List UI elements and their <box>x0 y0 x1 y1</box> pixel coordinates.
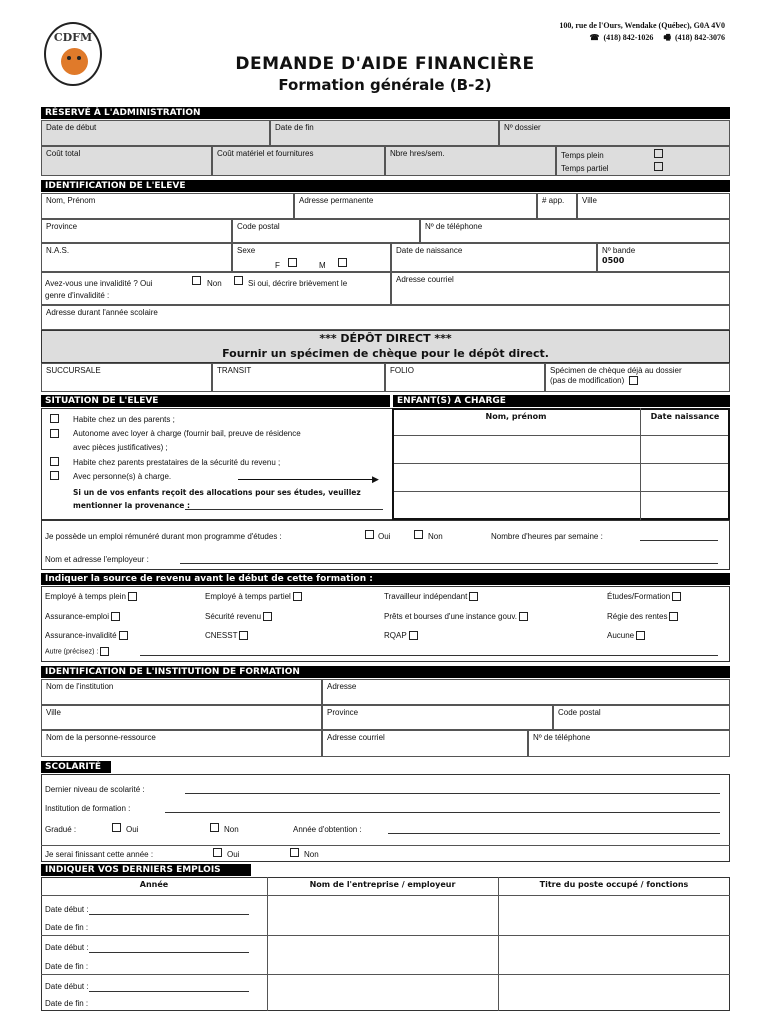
enfants-col-date: Date naissance <box>650 412 720 421</box>
specimen-field <box>545 363 730 392</box>
institution-formation-label: Institution de formation : <box>45 804 131 813</box>
emplois-col-titre: Titre du poste occupé / fonctions <box>539 880 689 889</box>
scolarite-divider <box>41 845 730 846</box>
revenu-option: RQAP <box>384 631 420 641</box>
revenu-autre: Autre (précisez) : <box>45 647 111 657</box>
institution-adresse-field[interactable]: Adresse <box>322 679 730 705</box>
revenu-checkbox[interactable] <box>519 612 528 621</box>
date-naissance-field[interactable]: Date de naissance <box>391 243 597 272</box>
courriel-field[interactable]: Adresse courriel <box>391 272 730 305</box>
emploi-date-fin: Date de fin : <box>45 999 89 1008</box>
situation-item: Habite chez parents prestataires de la sécurité du revenu ; <box>73 458 281 467</box>
gradue-oui-label: Oui <box>126 825 139 834</box>
situation-item: avec pièces justificatives) ; <box>73 443 168 452</box>
revenu-autre-line[interactable] <box>140 655 718 656</box>
admin-hres-sem[interactable]: Nbre hres/sem. <box>385 146 556 176</box>
invalidite-oui-checkbox[interactable] <box>192 276 201 285</box>
sexe-f-label: F <box>275 261 280 270</box>
revenu-checkbox[interactable] <box>636 631 645 640</box>
invalidite-si-oui: Si oui, décrire brièvement le <box>248 279 348 288</box>
gradue-non-checkbox[interactable] <box>210 823 219 832</box>
heures-semaine-line[interactable] <box>640 540 718 541</box>
employeur-line[interactable] <box>180 563 718 564</box>
annee-obtention-label: Année d'obtention : <box>293 825 362 834</box>
provenance-note: mentionner la provenance : <box>73 501 190 510</box>
institution-tel-field[interactable]: Nº de téléphone <box>528 730 730 757</box>
emplois-section-header: INDIQUER VOS DERNIERS EMPLOIS <box>41 864 251 876</box>
institution-code-postal-field[interactable]: Code postal <box>553 705 730 730</box>
revenu-checkbox[interactable] <box>409 631 418 640</box>
nom-prenom-field[interactable]: Nom, Prénom <box>41 193 294 219</box>
fax-number: (418) 842-3076 <box>675 33 725 42</box>
enfants-row-line <box>394 463 728 464</box>
emploi-date-debut: Date début : <box>45 943 249 953</box>
nas-field[interactable]: N.A.S. <box>41 243 232 272</box>
enfants-section-header: ENFANT(S) A CHARGE <box>393 395 730 407</box>
revenu-checkbox[interactable] <box>239 631 248 640</box>
arrow-line <box>238 479 376 480</box>
specimen-checkbox[interactable] <box>629 376 638 385</box>
enfants-row-line <box>394 435 728 436</box>
finissant-oui-label: Oui <box>227 850 240 859</box>
logo-text: CDFM <box>53 31 93 44</box>
temps-plein-checkbox[interactable] <box>654 149 663 158</box>
situation-item: Avec personne(s) à charge. <box>73 472 172 481</box>
phone-number: (418) 842-1026 <box>603 33 654 42</box>
emploi-oui-checkbox[interactable] <box>365 530 374 539</box>
emplois-col-divider <box>498 877 499 1011</box>
temps-partiel-checkbox[interactable] <box>654 162 663 171</box>
enfants-col-divider <box>640 408 641 520</box>
revenu-option: Régie des rentes <box>607 612 680 622</box>
emplois-row-line <box>41 895 730 896</box>
form-title: DEMANDE D'AIDE FINANCIÈRE <box>235 54 535 74</box>
emploi-non-label: Non <box>428 532 443 541</box>
invalidite-question: Avez-vous une invalidité ? Oui <box>45 279 153 288</box>
situation-parents-checkbox[interactable] <box>50 414 59 423</box>
emplois-col-entreprise: Nom de l'entreprise / employeur <box>309 880 456 889</box>
bande-label: Nº bande <box>602 246 636 255</box>
revenu-checkbox[interactable] <box>119 631 128 640</box>
finissant-non-label: Non <box>304 850 319 859</box>
revenu-checkbox[interactable] <box>128 592 137 601</box>
heures-semaine-label: Nombre d'heures par semaine : <box>491 532 603 541</box>
revenu-option: Travailleur indépendant <box>384 592 480 602</box>
revenu-option: Assurance-invalidité <box>45 631 130 641</box>
sexe-m-checkbox[interactable] <box>338 258 347 267</box>
finissant-non-checkbox[interactable] <box>290 848 299 857</box>
emploi-date-fin: Date de fin : <box>45 962 89 971</box>
specimen-label: Spécimen de chèque déjà au dossier <box>550 366 682 375</box>
revenu-option: Aucune <box>607 631 647 641</box>
situation-section-header: SITUATION DE L'ELEVE <box>41 395 390 407</box>
ville-field[interactable]: Ville <box>577 193 730 219</box>
revenu-option: Prêts et bourses d'une instance gouv. <box>384 612 530 622</box>
revenu-checkbox[interactable] <box>263 612 272 621</box>
emploi-date-debut: Date début : <box>45 982 249 992</box>
admin-cout-materiel[interactable]: Coût matériel et fournitures <box>212 146 385 176</box>
fax-icon: 🖷 <box>663 33 671 42</box>
depot-direct-subtitle: Fournir un spécimen de chèque pour le dépôt direct. <box>222 347 549 360</box>
province-field[interactable]: Province <box>41 219 232 243</box>
emploi-oui-label: Oui <box>378 532 391 541</box>
employeur-label: Nom et adresse l'employeur : <box>45 555 149 564</box>
folio-field[interactable]: FOLIO <box>385 363 545 392</box>
arrow-right-icon: ▶ <box>372 474 379 484</box>
admin-section-header: RÉSERVÉ À L'ADMINISTRATION <box>41 107 730 119</box>
pas-modif-label: (pas de modification) <box>550 376 725 386</box>
revenu-option: Études/Formation <box>607 592 683 602</box>
emplois-col-annee: Année <box>139 880 169 889</box>
admin-dossier[interactable]: Nº dossier <box>499 120 730 146</box>
sexe-field <box>232 243 391 272</box>
admin-date-debut[interactable]: Date de début <box>41 120 270 146</box>
telephone-field[interactable]: Nº de téléphone <box>420 219 730 243</box>
code-postal-field[interactable]: Code postal <box>232 219 420 243</box>
emplois-row-line <box>41 974 730 975</box>
institution-nom-field[interactable]: Nom de l'institution <box>41 679 322 705</box>
revenu-option: Sécurité revenu <box>205 612 274 622</box>
institution-ville-field[interactable]: Ville <box>41 705 322 730</box>
adresse-annee-scolaire-field[interactable]: Adresse durant l'année scolaire <box>41 305 730 330</box>
emploi-non-checkbox[interactable] <box>414 530 423 539</box>
revenu-checkbox[interactable] <box>469 592 478 601</box>
invalidite-non-label: Non <box>207 279 222 288</box>
enfants-row-line <box>394 491 728 492</box>
sexe-f-checkbox[interactable] <box>288 258 297 267</box>
situation-autonome-checkbox[interactable] <box>50 429 59 438</box>
situation-personnes-checkbox[interactable] <box>50 471 59 480</box>
adresse-permanente-field[interactable]: Adresse permanente <box>294 193 537 219</box>
institution-province-field[interactable]: Province <box>322 705 553 730</box>
revenu-autre-checkbox[interactable] <box>100 647 109 656</box>
scolarite-section-header: SCOLARITÉ <box>41 761 111 773</box>
revenu-checkbox[interactable] <box>111 612 120 621</box>
temps-plein-label: Temps plein <box>561 151 604 160</box>
depot-direct-title: *** DÉPÔT DIRECT *** <box>319 332 452 345</box>
succursale-field[interactable]: SUCCURSALE <box>41 363 212 392</box>
emplois-col-divider <box>267 877 268 1011</box>
gradue-non-label: Non <box>224 825 239 834</box>
revenu-option: Employé à temps partiel <box>205 592 304 602</box>
provenance-line[interactable] <box>185 509 383 510</box>
contact-line <box>559 32 725 44</box>
niveau-line[interactable] <box>185 793 720 794</box>
niveau-label: Dernier niveau de scolarité : <box>45 785 145 794</box>
address-line: 100, rue de l'Ours, Wendake (Québec), G0A 4V0 <box>559 21 725 30</box>
institution-formation-line[interactable] <box>165 812 720 813</box>
revenu-option: Assurance-emploi <box>45 612 122 622</box>
organization-address <box>559 20 725 44</box>
situation-prestataires-checkbox[interactable] <box>50 457 59 466</box>
sexe-m-label: M <box>319 261 326 270</box>
admin-date-fin[interactable]: Date de fin <box>270 120 499 146</box>
app-field[interactable]: # app. <box>537 193 577 219</box>
revenu-checkbox[interactable] <box>293 592 302 601</box>
bande-value: 0500 <box>602 256 625 265</box>
revenu-checkbox[interactable] <box>669 612 678 621</box>
transit-field[interactable]: TRANSIT <box>212 363 385 392</box>
gradue-oui-checkbox[interactable] <box>112 823 121 832</box>
revenu-option: Employé à temps plein <box>45 592 139 602</box>
emploi-date-debut: Date début : <box>45 905 249 915</box>
invalidite-genre: genre d'invalidité : <box>45 291 110 300</box>
revenu-checkbox[interactable] <box>672 592 681 601</box>
emploi-date-fin: Date de fin : <box>45 923 89 932</box>
situation-item: Habite chez un des parents ; <box>73 415 175 424</box>
institution-courriel-field[interactable]: Adresse courriel <box>322 730 528 757</box>
enfants-table <box>392 408 730 520</box>
annee-obtention-line[interactable] <box>388 833 720 834</box>
ident-section-header: IDENTIFICATION DE L'ELEVE <box>41 180 730 192</box>
enfants-col-nom: Nom, prénom <box>485 412 547 421</box>
situation-item: Autonome avec loyer à charge (fournir bail, preuve de résidence <box>73 429 301 438</box>
emplois-row-line <box>41 935 730 936</box>
phone-icon: ☎ <box>589 33 600 42</box>
admin-cout-total[interactable]: Coût total <box>41 146 212 176</box>
gradue-label: Gradué : <box>45 825 77 834</box>
finissant-oui-checkbox[interactable] <box>213 848 222 857</box>
personne-ressource-field[interactable]: Nom de la personne-ressource <box>41 730 322 757</box>
form-subtitle: Formation générale (B-2) <box>278 76 492 94</box>
sexe-label: Sexe <box>237 246 256 255</box>
revenu-option: CNESST <box>205 631 250 641</box>
emploi-question: Je possède un emploi rémunéré durant mon programme d'études : <box>45 532 282 541</box>
allocations-note: Si un de vos enfants reçoit des allocations pour ses études, veuillez <box>73 488 361 497</box>
revenu-section-header: Indiquer la source de revenu avant le début de cette formation : <box>41 573 730 585</box>
invalidite-non-checkbox[interactable] <box>234 276 243 285</box>
bande-field[interactable] <box>597 243 730 272</box>
temps-partiel-label: Temps partiel <box>561 164 609 173</box>
institution-section-header: IDENTIFICATION DE L'INSTITUTION DE FORMATION <box>41 666 730 678</box>
finissant-label: Je serai finissant cette année : <box>45 850 154 859</box>
